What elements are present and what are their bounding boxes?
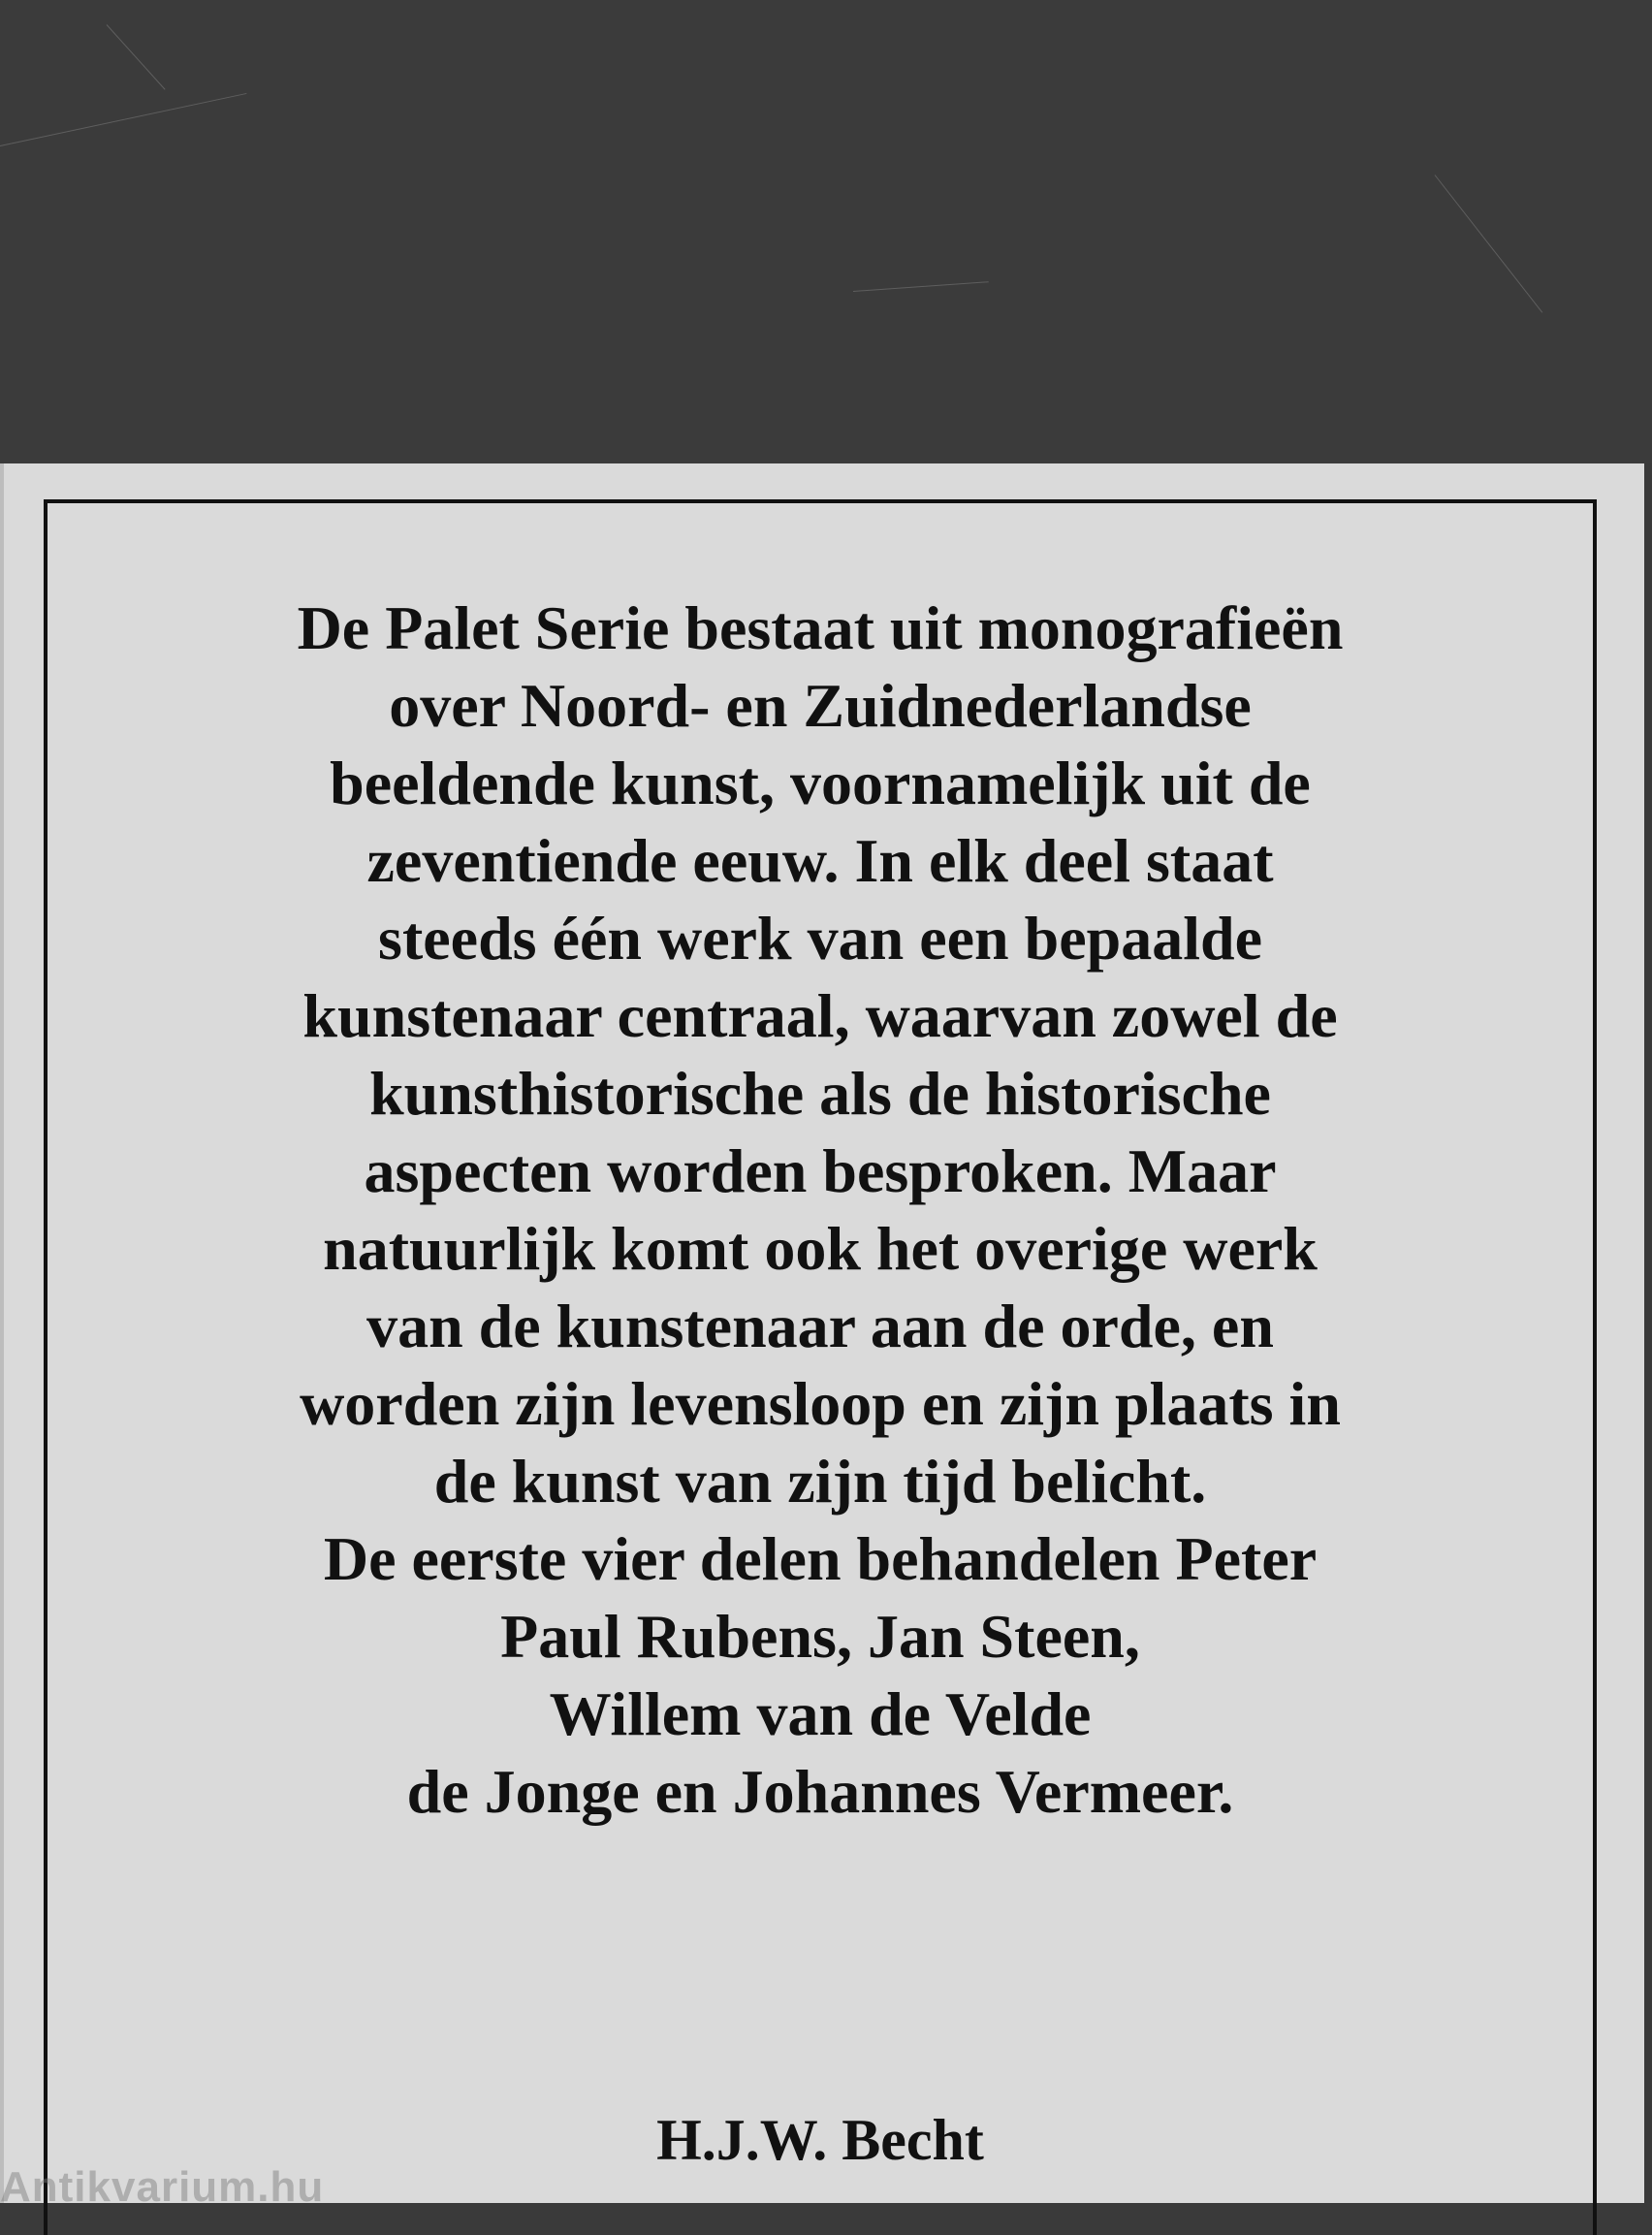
description-line: steeds één werk van een bepaalde <box>378 904 1262 973</box>
description-line: De eerste vier delen behandelen Peter <box>323 1524 1318 1593</box>
description-line: worden zijn levensloop en zijn plaats in <box>300 1369 1341 1438</box>
scratch-mark <box>107 24 166 90</box>
description-line: Paul Rubens, Jan Steen, <box>500 1602 1140 1671</box>
description-line: de kunst van zijn tijd belicht. <box>433 1447 1207 1516</box>
description-line: aspecten worden besproken. Maar <box>364 1136 1277 1205</box>
description-line: kunstenaar centraal, waarvan zowel de <box>302 981 1338 1050</box>
description-line: De Palet Serie bestaat uit monografieën <box>297 593 1344 662</box>
description-line: kunsthistorische als de historische <box>369 1059 1271 1128</box>
author-name: H.J.W. Becht <box>656 2108 984 2172</box>
description-line: van de kunstenaar aan de orde, en <box>366 1292 1274 1360</box>
scratch-mark <box>1435 175 1543 312</box>
scratch-mark <box>0 93 246 146</box>
description-paragraph <box>91 590 1549 1831</box>
description-line: zeventiende eeuw. In elk deel staat <box>366 826 1274 895</box>
dark-cover-band <box>0 0 1652 463</box>
scratch-mark <box>853 281 989 292</box>
description-line: Willem van de Velde <box>549 1679 1092 1748</box>
text-panel <box>0 463 1644 2203</box>
description-line: beeldende kunst, voornamelijk uit de <box>330 749 1311 817</box>
description-line: over Noord- en Zuidnederlandse <box>389 671 1252 740</box>
description-line: de Jonge en Johannes Vermeer. <box>406 1757 1234 1826</box>
description-line: natuurlijk komt ook het overige werk <box>323 1214 1318 1283</box>
watermark-text: Antikvarium.hu <box>0 2163 325 2211</box>
